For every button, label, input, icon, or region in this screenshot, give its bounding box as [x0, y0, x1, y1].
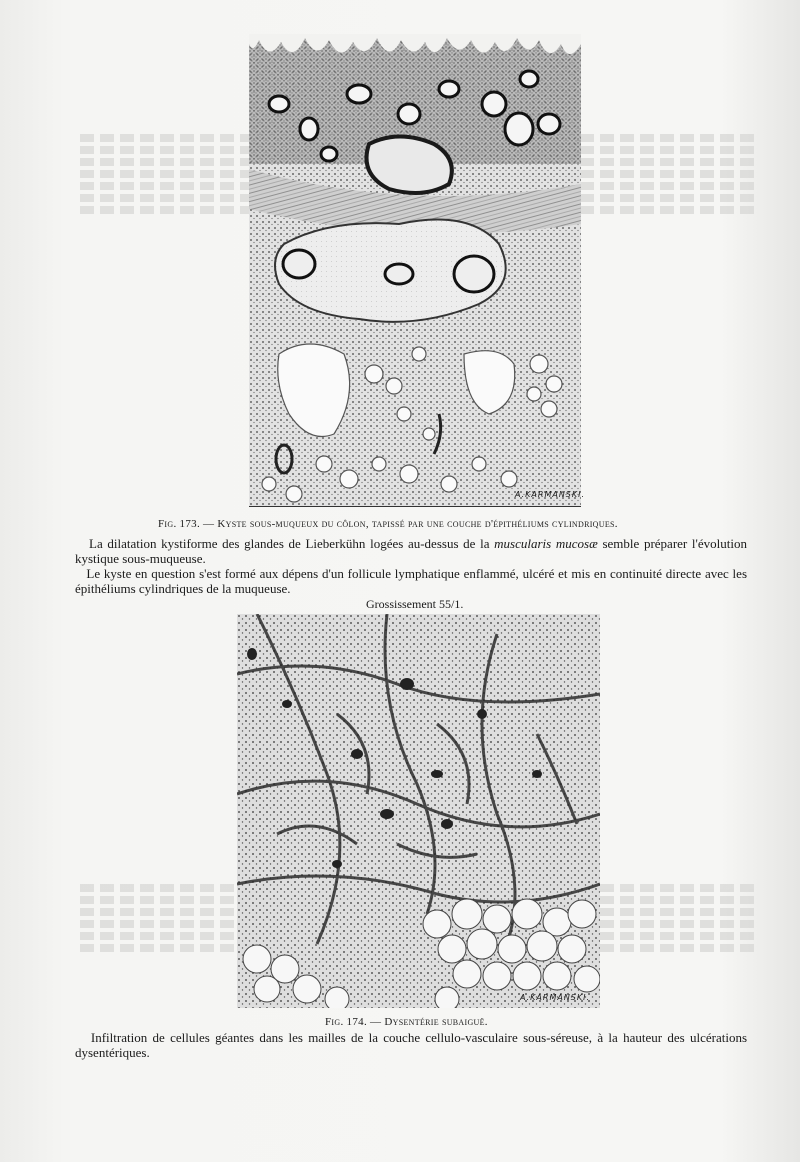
artist-signature: A.KARMANSKI.: [515, 490, 586, 499]
figure-173-illustration: [249, 34, 581, 507]
artist-signature: A.KARMANSKI.: [520, 993, 591, 1002]
figure-173-title: Fig. 173. — Kyste sous-muqueux du côlon, tapissé par une couche d'épithéliums cylindriques.: [158, 518, 618, 530]
figure-174-caption: Infiltration de cellules géantes dans les mailles de la couche cellulo-vasculaire sous-séreuse, à la hauteur des ulcérations dysentériques.: [75, 1030, 747, 1060]
figure-174-title: Fig. 174. — Dysentérie subaiguë.: [325, 1016, 488, 1028]
figure-173-caption-2: Le kyste en question s'est formé aux dépens d'un follicule lymphatique enflammé, ulcéré et mis en continuité directe avec les épithéliums cylindriques de la muqueuse.: [75, 566, 747, 596]
figure-174-illustration: [237, 614, 600, 1008]
figure-173-caption: La dilatation kystiforme des glandes de Lieberkühn logées au-dessus de la muscularis mucosæ semble préparer l'évolution kystique sous-muqueuse.: [75, 536, 747, 566]
magnification: Grossissement 55/1.: [366, 597, 464, 611]
